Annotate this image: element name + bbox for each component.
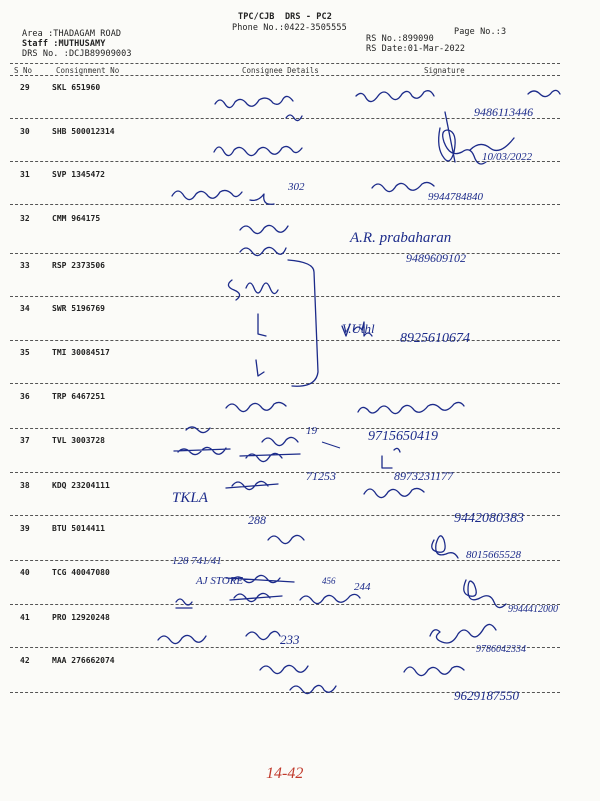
handwritten-scribble <box>404 666 464 675</box>
handwritten-text: 233 <box>280 632 300 647</box>
handwritten-text: 10/03/2022 <box>482 151 533 163</box>
phone-number: Phone No.:0422-3505555 <box>232 23 347 33</box>
signature-mark <box>439 128 486 164</box>
handwritten-scribble <box>214 146 302 155</box>
handwritten-scribble <box>226 402 286 411</box>
row-number: 29 <box>20 83 30 92</box>
handwritten-text: 9629187550 <box>454 688 519 703</box>
handwritten-scribble <box>358 402 464 413</box>
handwritten-text: 14-42 <box>266 765 304 782</box>
consignment-code: BTU 5014411 <box>52 524 105 533</box>
handwritten-scribble <box>382 448 400 468</box>
handwritten-scribble <box>215 96 293 107</box>
consignment-code: SWR 5196769 <box>52 304 105 313</box>
consignment-code: SHB 500012314 <box>52 127 115 136</box>
handwritten-text: 9715650419 <box>368 429 438 444</box>
handwritten-text: 9489609102 <box>406 251 466 265</box>
handwritten-scribble <box>228 280 278 300</box>
handwritten-text: 302 <box>288 181 305 193</box>
handwritten-text: 8973231177 <box>394 469 454 483</box>
row-number: 35 <box>20 348 30 357</box>
handwritten-text: 9442080383 <box>454 511 524 526</box>
signature-mark <box>464 580 506 608</box>
handwritten-scribble <box>356 91 434 102</box>
handwritten-text: 9486113446 <box>474 105 534 119</box>
handwritten-text: AJ STORE <box>196 575 244 587</box>
handwritten-scribble <box>364 488 424 497</box>
handwritten-scribble <box>290 685 336 693</box>
signature-mark <box>430 624 496 643</box>
consignment-code: MAA 276662074 <box>52 656 115 665</box>
row-number: 36 <box>20 392 30 401</box>
handwritten-text: V.Uthl <box>342 321 375 336</box>
handwritten-text: 9944412000 <box>508 604 558 615</box>
handwritten-scribble <box>286 115 302 121</box>
drs-number: DRS No. :DCJB89909003 <box>22 49 132 59</box>
struck-text <box>240 453 300 461</box>
consignment-code: SVP 1345472 <box>52 170 105 179</box>
page-number: Page No.:3 <box>454 27 507 37</box>
rs-date: RS Date:01-Mar-2022 <box>366 44 466 54</box>
area-field: Area :THADAGAM ROAD <box>22 29 122 39</box>
handwritten-text: 9786042334 <box>476 644 526 655</box>
handwritten-scribble <box>258 314 266 336</box>
handwritten-scribble <box>250 194 274 204</box>
handwritten-text: 8925610674 <box>400 331 470 346</box>
row-number: 37 <box>20 436 30 445</box>
col-sno: S No <box>14 66 33 75</box>
row-number: 34 <box>20 304 30 313</box>
handwritten-text: 8015665528 <box>466 549 521 561</box>
row-number: 39 <box>20 524 30 533</box>
row-number: 42 <box>20 656 30 665</box>
struck-text <box>226 481 278 489</box>
handwritten-bracket <box>322 442 340 448</box>
row-number: 38 <box>20 481 30 490</box>
drs-label: DRS - PC2 <box>284 12 332 22</box>
col-consignment: Consignment No <box>56 66 120 75</box>
handwritten-text: 244 <box>354 581 371 593</box>
consignment-code: TMI 30084517 <box>52 348 110 357</box>
struck-text <box>174 447 230 454</box>
handwritten-text: TKLA <box>172 490 208 506</box>
handwritten-scribble <box>240 247 286 255</box>
struck-text <box>230 593 282 601</box>
handwritten-scribble <box>268 535 304 543</box>
handwritten-scribble <box>372 182 434 191</box>
handwritten-scribble <box>186 427 210 433</box>
handwritten-text: A.R. prabaharan <box>350 230 452 246</box>
signature-mark <box>432 536 458 558</box>
consignment-code: PRO 12920248 <box>52 613 110 622</box>
handwritten-scribble <box>240 225 288 233</box>
handwritten-scribble <box>172 190 242 199</box>
consignment-code: CMM 964175 <box>52 214 101 223</box>
handwritten-scribble <box>256 360 264 376</box>
handwritten-text: 71253 <box>306 469 336 483</box>
consignment-code: SKL 651960 <box>52 83 101 92</box>
row-number: 32 <box>20 214 30 223</box>
row-number: 31 <box>20 170 30 179</box>
row-number: 41 <box>20 613 30 622</box>
handwritten-bracket <box>288 260 318 386</box>
row-number: 30 <box>20 127 30 136</box>
handwritten-scribble <box>176 599 192 608</box>
handwritten-text: 9944784840 <box>428 191 483 203</box>
rs-number: RS No.:899090 <box>366 34 434 44</box>
handwritten-scribble <box>260 665 308 673</box>
consignment-code: RSP 2373506 <box>52 261 105 270</box>
handwritten-scribble <box>262 437 298 445</box>
handwritten-scribble <box>246 631 280 639</box>
col-consignee: Consignee Details <box>242 66 319 75</box>
consignment-code: KDQ 23204111 <box>52 481 110 490</box>
staff-field: Staff :MUTHUSAMY <box>22 39 106 49</box>
handwritten-scribble <box>528 90 560 96</box>
consignment-code: TVL 3003728 <box>52 436 105 445</box>
handwritten-scribble <box>300 594 360 603</box>
col-signature: Signature <box>424 66 465 75</box>
row-number: 40 <box>20 568 30 577</box>
handwritten-scribble <box>158 635 206 643</box>
handwritten-text: 128 741/41 <box>172 555 222 567</box>
consignment-code: TCG 40047080 <box>52 568 110 577</box>
handwritten-text: 288 <box>248 513 266 527</box>
route-text: TPC/CJB <box>238 12 275 22</box>
row-number: 33 <box>20 261 30 270</box>
handwritten-text: 19 <box>306 425 317 437</box>
handwritten-text: 456 <box>322 576 336 586</box>
consignment-code: TRP 6467251 <box>52 392 105 401</box>
